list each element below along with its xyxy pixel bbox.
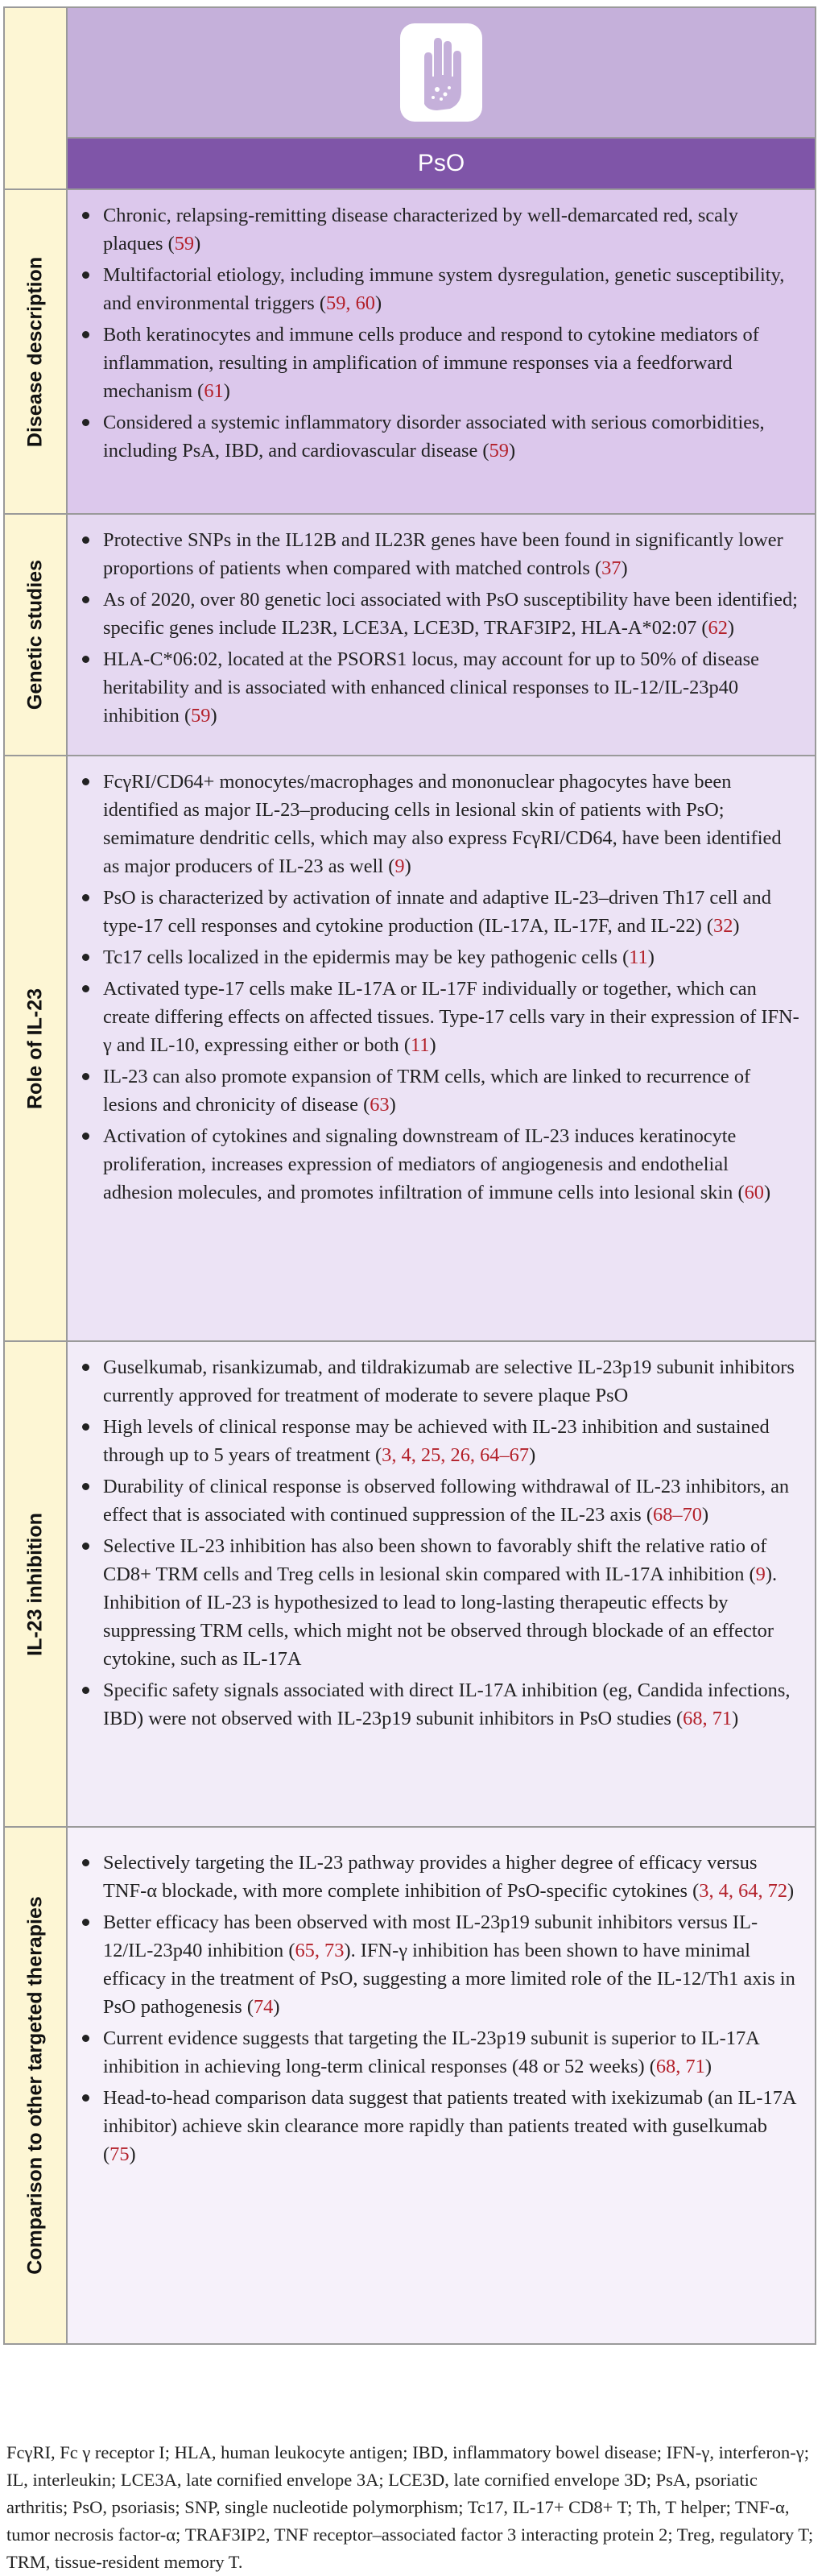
reference-link[interactable]: 61	[204, 380, 224, 402]
reference-link[interactable]: 59	[174, 233, 195, 255]
bullet-item: PsO is characterized by activation of innate and adaptive IL-23–driven Th17 cell and type-17 cell responses and cytokine production (IL-17A, IL-17F, and IL-22) (32)	[82, 884, 802, 940]
section-label: Comparison to other targeted therapies	[23, 1896, 47, 2275]
section-label-cell	[5, 1828, 68, 2343]
reference-link[interactable]: 9	[755, 1563, 766, 1585]
header-spacer	[5, 137, 68, 188]
reference-link[interactable]: 74	[253, 1996, 274, 2018]
header-icon-row	[5, 8, 815, 137]
bullet-item: Protective SNPs in the IL12B and IL23R genes have been found in significantly lower proportions of patients when compared with matched controls (37)	[82, 526, 802, 582]
reference-link[interactable]: 59, 60	[326, 292, 375, 314]
reference-link[interactable]: 63	[370, 1094, 390, 1116]
section-label: Role of IL-23	[23, 988, 47, 1109]
header-title-cell	[68, 137, 815, 188]
bullet-item: Activated type-17 cells make IL-17A or IL-17F individually or together, which can create differing effects on affected tissues. Type-17 cells vary in their expression of IFN-γ and IL-10, expressing either or both (11)	[82, 975, 802, 1059]
reference-link[interactable]: 11	[410, 1034, 430, 1056]
section-label-cell	[5, 1342, 68, 1826]
reference-link[interactable]: 37	[601, 557, 622, 579]
reference-link[interactable]: 60	[744, 1182, 764, 1203]
bullet-item: Both keratinocytes and immune cells produce and respond to cytokine mediators of inflammation, resulting in amplification of immune responses via a feedforward mechanism (61)	[82, 321, 802, 405]
reference-link[interactable]: 75	[109, 2143, 130, 2165]
section-label-cell	[5, 515, 68, 755]
reference-link[interactable]: 9	[394, 855, 405, 877]
reference-link[interactable]: 65, 73	[295, 1940, 345, 1961]
reference-link[interactable]: 59	[191, 705, 211, 727]
bullet-item: IL-23 can also promote expansion of TRM cells, which are linked to recurrence of lesions and chronicity of disease (63)	[82, 1062, 802, 1119]
section-content	[68, 756, 815, 1340]
section-row	[5, 513, 815, 755]
page-title: PsO	[417, 150, 465, 176]
reference-link[interactable]: 59	[489, 440, 509, 462]
reference-link[interactable]: 3, 4, 64, 72	[699, 1880, 788, 1902]
section-row	[5, 755, 815, 1340]
bullet-item: Chronic, relapsing-remitting disease characterized by well-demarcated red, scaly plaques (59)	[82, 201, 802, 258]
section-content	[68, 1828, 815, 2343]
header-title-row	[5, 137, 815, 188]
psoriasis-summary-table	[3, 6, 816, 2345]
bullet-item: Considered a systemic inflammatory disorder associated with serious comorbidities, including PsA, IBD, and cardiovascular disease (59)	[82, 408, 802, 465]
section-content	[68, 1342, 815, 1826]
reference-link[interactable]: 32	[713, 915, 733, 937]
bullet-item: Head-to-head comparison data suggest that patients treated with ixekizumab (an IL-17A inhibitor) achieve skin clearance more rapidly than patients treated with guselkumab (75)	[82, 2084, 802, 2168]
section-row	[5, 1340, 815, 1826]
section-label: Genetic studies	[23, 559, 47, 710]
bullet-item: Current evidence suggests that targeting the IL-23p19 subunit is superior to IL-17A inhibition in achieving long-term clinical responses (48 or 52 weeks) (68, 71)	[82, 2024, 802, 2081]
reference-link[interactable]: 68, 71	[683, 1708, 733, 1729]
reference-link[interactable]: 62	[708, 617, 728, 639]
section-label-cell	[5, 190, 68, 513]
bullet-item: HLA-C*06:02, located at the PSORS1 locus, may account for up to 50% of disease heritability and is associated with enhanced clinical responses to IL-12/IL-23p40 inhibition (59)	[82, 645, 802, 730]
bullet-item: Durability of clinical response is observed following withdrawal of IL-23 inhibitors, an effect that is associated with continued suppression of the IL-23 axis (68–70)	[82, 1472, 802, 1529]
bullet-item: Specific safety signals associated with direct IL-17A inhibition (eg, Candida infections, IBD) were not observed with IL-23p19 subunit inhibitors in PsO studies (68, 71)	[82, 1676, 802, 1733]
section-content	[68, 515, 815, 755]
section-content	[68, 190, 815, 513]
section-label: IL-23 inhibition	[23, 1512, 47, 1656]
reference-link[interactable]: 3, 4, 25, 26, 64–67	[382, 1444, 530, 1466]
bullet-item: Better efficacy has been observed with most IL-23p19 subunit inhibitors versus IL-12/IL-23p40 inhibition (65, 73). IFN-γ inhibition has been shown to have minimal efficacy in the treatment of PsO, suggesting a more limited role of the IL-12/Th1 axis in PsO pathogenesis (74)	[82, 1908, 802, 2021]
bullet-item: Multifactorial etiology, including immune system dysregulation, genetic susceptibility, and environmental triggers (59, 60)	[82, 261, 802, 317]
reference-link[interactable]: 11	[629, 946, 648, 968]
footnote: FcγRI, Fc γ receptor I; HLA, human leukocyte antigen; IBD, inflammatory bowel disease; IFN-γ, interferon-γ; IL, interleukin; LCE3A, late cornified envelope 3A; LCE3D, late cornified envelope 3D; PsA, psoriatic arthritis; PsO, psoriasis; SNP, single nucleotide polymorphism; Tc17, IL-17+ CD8+ T; Th, T helper; TNF-α, tumor necrosis factor-α; TRAF3IP2, TNF receptor–associated factor 3 interacting protein 2; Treg, regulatory T; TRM, tissue-resident memory T.	[6, 2442, 814, 2572]
section-row	[5, 1826, 815, 2343]
header-icon-cell	[68, 8, 815, 137]
section-row	[5, 188, 815, 513]
reference-link[interactable]: 68–70	[653, 1504, 702, 1526]
hand-psoriasis-icon	[397, 20, 485, 125]
bullet-item: High levels of clinical response may be achieved with IL-23 inhibition and sustained through up to 5 years of treatment (3, 4, 25, 26, 64–67)	[82, 1413, 802, 1469]
section-label-cell	[5, 756, 68, 1340]
bullet-item: Activation of cytokines and signaling downstream of IL-23 induces keratinocyte proliferation, increases expression of mediators of angiogenesis and endothelial adhesion molecules, and promotes infiltration of immune cells into lesional skin (60)	[82, 1122, 802, 1207]
reference-link[interactable]: 68, 71	[655, 2056, 705, 2077]
header-spacer	[5, 8, 68, 137]
bullet-item: FcγRI/CD64+ monocytes/macrophages and mononuclear phagocytes have been identified as major IL-23–producing cells in lesional skin of patients with PsO; semimature dendritic cells, which may also express FcγRI/CD64, have been identified as major producers of IL-23 as well (9)	[82, 768, 802, 880]
bullet-item: Selective IL-23 inhibition has also been shown to favorably shift the relative ratio of CD8+ TRM cells and Treg cells in lesional skin compared with IL-17A inhibition (9). Inhibition of IL-23 is hypothesized to lead to long-lasting therapeutic effects by suppressing TRM cells, which might not be observed through blockade of an effector cytokine, such as IL-17A	[82, 1532, 802, 1673]
section-label: Disease description	[23, 256, 47, 447]
bullet-item: Tc17 cells localized in the epidermis may be key pathogenic cells (11)	[82, 943, 802, 971]
bullet-item: Guselkumab, risankizumab, and tildrakizumab are selective IL-23p19 subunit inhibitors currently approved for treatment of moderate to severe plaque PsO	[82, 1353, 802, 1410]
bullet-item: As of 2020, over 80 genetic loci associated with PsO susceptibility have been identified; specific genes include IL23R, LCE3A, LCE3D, TRAF3IP2, HLA-A*02:07 (62)	[82, 586, 802, 642]
bullet-item: Selectively targeting the IL-23 pathway provides a higher degree of efficacy versus TNF-α blockade, with more complete inhibition of PsO-specific cytokines (3, 4, 64, 72)	[82, 1849, 802, 1905]
